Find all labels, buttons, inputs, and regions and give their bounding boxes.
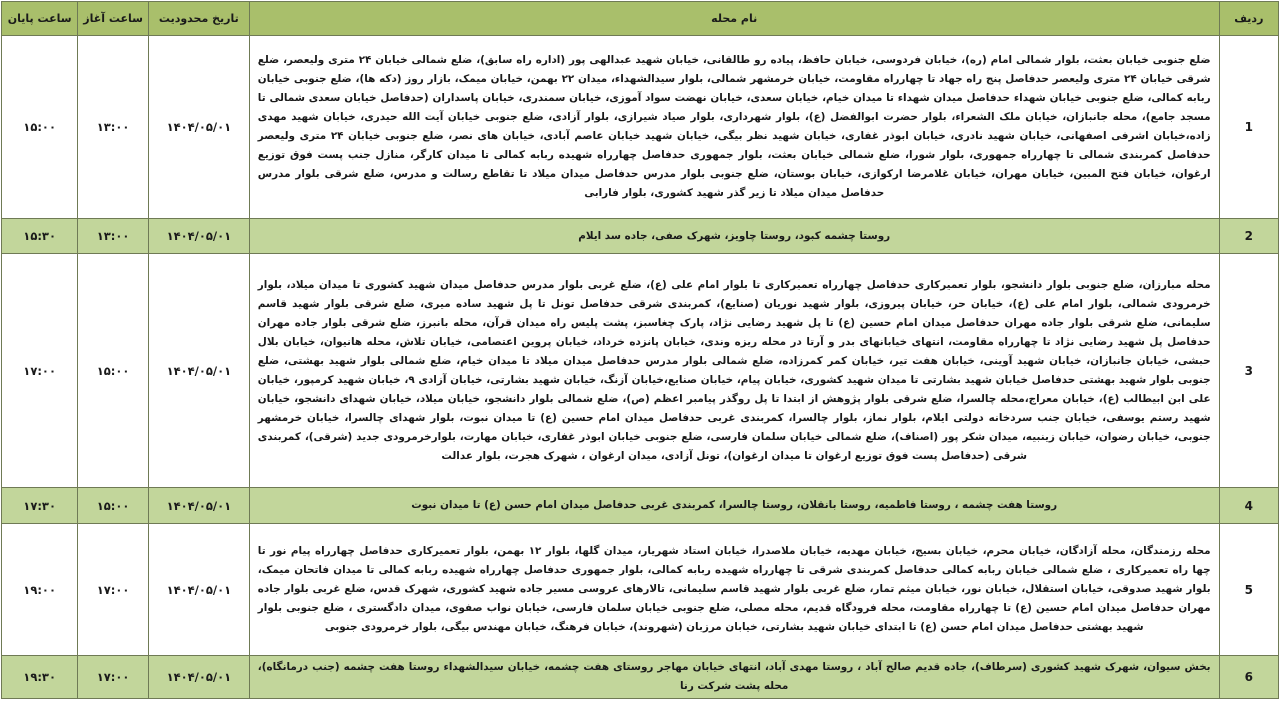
end-time: ۱۷:۳۰	[2, 488, 78, 524]
outage-date: ۱۴۰۴/۰۵/۰۱	[148, 524, 249, 656]
start-time: ۱۷:۰۰	[78, 656, 149, 699]
area-list: محله رزمندگان، محله آزادگان، خیابان محرم، خیابان بسیج، خیابان مهدیه، خیابان ملاصدرا، خیابان استاد شهریار، میدان گلها، بلوار ۱۲ بهمن، بلوار تعمیرکاری حدفاصل چهارراه پیام نور تا چها راه تعمیرکاری ، ضلع شمالی خیابان ربابه کمالی حدفاصل کمربندی شرقی تا چهارراه شهیده ربابه کمالی، بلوار جمهوری حدفاصل چهارراه شهیده ربابه کمالی تا میدان فاتحان میمک، بلوار شهید صدوقی، خیابان استقلال، خیابان نور، خیابان میثم تمار، ضلع غربی بلوار شهید قاسم سلیمانی، تالارهای عروسی مسیر جاده شهید کشوری، شهرک قدس، ضلع غربی بلوار جاده مهران حدفاصل میدان امام حسین (ع) تا چهارراه مقاومت، محله فرودگاه قدیم، محله مصلی، ضلع جنوبی خیابان سلمان فارسی، خیابان نواب صفوی، میدان دادگستری ، ضلع جنوبی بلوار شهید بهشتی حدفاصل میدان امام حسن (ع) تا ابتدای خیابان شهید بشارتی، خیابان مرزبان (شهروند)، خیابان فرهنگ، خیابان مهندس بیگی، بلوار خرمرودی جنوبی	[249, 524, 1219, 656]
start-time: ۱۵:۰۰	[78, 488, 149, 524]
row-number: 3	[1219, 254, 1278, 488]
end-time: ۱۹:۳۰	[2, 656, 78, 699]
start-time: ۱۳:۰۰	[78, 219, 149, 254]
header-end-time: ساعت پایان	[2, 2, 78, 36]
table-row	[2, 219, 1279, 254]
start-time: ۱۵:۰۰	[78, 254, 149, 488]
outage-schedule-table	[1, 1, 1279, 699]
area-list: روستا هفت چشمه ، روستا فاطمیه، روستا بانقلان، روستا چالسرا، کمربندی غربی حدفاصل میدان امام حسن (ع) تا میدان نبوت	[249, 488, 1219, 524]
row-number: 2	[1219, 219, 1278, 254]
outage-date: ۱۴۰۴/۰۵/۰۱	[148, 488, 249, 524]
end-time: ۱۹:۰۰	[2, 524, 78, 656]
table-row	[2, 488, 1279, 524]
area-list: بخش سیوان، شهرک شهید کشوری (سرطاف)، جاده قدیم صالح آباد ، روستا مهدی آباد، انتهای خیابان مهاجر روستای هفت چشمه، خیابان سیدالشهداء روستا هفت چشمه (جنب درمانگاه)، محله پشت شرکت رنا	[249, 656, 1219, 699]
area-list: روستا چشمه کبود، روستا چاویز، شهرک صفی، جاده سد ایلام	[249, 219, 1219, 254]
table-row	[2, 36, 1279, 219]
header-row-no: ردیف	[1219, 2, 1278, 36]
outage-date: ۱۴۰۴/۰۵/۰۱	[148, 656, 249, 699]
row-number: 5	[1219, 524, 1278, 656]
table-row	[2, 656, 1279, 699]
area-list: محله مبارزان، ضلع جنوبی بلوار دانشجو، بلوار تعمیرکاری حدفاصل چهارراه تعمیرکاری تا بلوار امام علی (ع)، ضلع غربی بلوار مدرس حدفاصل میدان شهید کشوری تا میدان میلاد، بلوار خرمرودی شمالی، بلوار امام علی (ع)، خیابان حر، خیابان پیروزی، بلوار شهید نوریان (صنایع)، کمربندی شرقی حدفاصل تونل تا پل شهید ساده میری، ضلع شرقی بلوار شهید قاسم سلیمانی، ضلع شرقی بلوار جاده مهران حدفاصل میدان امام حسین (ع) تا پل شهید رضایی نژاد، پارک چغاسبز، پشت پلیس راه میدان قرآن، محله بانبرز، ضلع شرقی بلوار جاده مهران حدفاصل پل شهید رضایی نژاد تا چهارراه مقاومت، انتهای خیابانهای بدر و آرتا در محله ریزه وندی، خیابان پانزده خرداد، خیابان پروین اعتصامی، خیابان تلاش، محله هانیوان، خیابان بلال حبشی، خیابان جانبازان، خیابان شهید آوینی، خیابان هفت تیر، خیابان کمر کمرزاده، ضلع شمالی بلوار مدرس حدفاصل میدان میلاد تا میدان خیام، ضلع شمالی بلوار شهید بهشتی، ضلع جنوبی بلوار شهید بهشتی حدفاصل خیابان شهید بشارتی تا میدان شهید کشوری، خیابان پیام، خیابان صنایع،خیابان آزنگ، خیابان شهید بشارتی، خیابان آزادی ۹، خیابان شهید کرمپور، خیابان علی ابن ابیطالب (ع)، خیابان معراج،محله چالسرا، ضلع شرقی بلوار پژوهش از ابتدا تا پل روگذر پیامبر اعظم (ص)، ضلع شمالی بلوار دانشجو، خیابان میلاد، خیابان شهدای دانشجو، خیابان شهید رستم یوسفی، خیابان جنب سردخانه دولتی ایلام، بلوار نماز، بلوار چالسرا، کمربندی غربی حدفاصل میدان امام حسین (ع) تا میدان نبوت، بلوار شهدای چالسرا، خیابان خرمشهر جنوبی، خیابان رضوان، خیابان زینبیه، میدان شکر پور (اصناف)، ضلع شمالی خیابان سلمان فارسی، ضلع جنوبی خیابان ابوذر غفاری، خیابان مهارت، بلوارخرمرودی جدید (شرقی)، کمربندی شرقی (حدفاصل پست فوق توزیع ارغوان تا میدان ارغوان)، تونل آزادی، میدان ارغوان ، شهرک هجرت، بلوار عدالت	[249, 254, 1219, 488]
start-time: ۱۷:۰۰	[78, 524, 149, 656]
outage-date: ۱۴۰۴/۰۵/۰۱	[148, 254, 249, 488]
row-number: 6	[1219, 656, 1278, 699]
table-row	[2, 254, 1279, 488]
end-time: ۱۵:۳۰	[2, 219, 78, 254]
outage-date: ۱۴۰۴/۰۵/۰۱	[148, 36, 249, 219]
area-list: ضلع جنوبی خیابان بعثت، بلوار شمالی امام (ره)، خیابان فردوسی، خیابان حافظ، پیاده رو طالقانی، خیابان شهید عبدالهی پور (اداره راه سابق)، ضلع شمالی خیابان ۲۴ متری ولیعصر، ضلع شرقی خیابان ۲۴ متری ولیعصر حدفاصل پنج راه جهاد تا چهارراه مقاومت، خیابان خرمشهر شمالی، بلوار سیدالشهداء، میدان ۲۲ بهمن، خیابان میمک، بازار روز (دکه ها)، ضلع جنوبی خیابان ربابه کمالی، ضلع جنوبی خیابان شهداء حدفاصل میدان شهداء تا میدان خیام، خیابان سعدی، خیابان نهضت سواد آموزی، خیابان سمندری، خیابان پاسداران (حدفاصل خیابان سعدی شمالی تا مسجد جامع)، محله جانبازان، خیابان ملک الشعراء، بلوار حضرت ابوالفضل (ع)، بلوار شهرداری، بلوار صیاد شیرازی، بلوار آزادی، ضلع جنوبی خیابان آیت الله حیدری، خیابان شهید مهدی زاده،خیابان اشرفی اصفهانی، خیابان شهید نادری، خیابان ابوذر غفاری، خیابان شهید نظر بیگی، خیابان شهید خیابان عاصم آبادی، خیابان های نصر، ضلع جنوبی خیابان ۲۴ متری ولیعصر حدفاصل کمربندی شمالی تا چهارراه جمهوری، بلوار شورا، ضلع شمالی خیابان بعثت، بلوار جمهوری حدفاصل چهارراه شهیده ربابه کمالی تا میدان کارگر، منازل جنب پست فوق توزیع ارغوان، خیابان فتح المبین، خیابان مهران، خیابان غلامرضا ارکوازی، خیابان بوستان، ضلع جنوبی بلوار مدرس حدفاصل میدان میلاد تا تقاطع رسالت و مدرس، ضلع شرقی بلوار مدرس حدفاصل میدان میلاد تا زیر گذر شهید کشوری، بلوار فارابی	[249, 36, 1219, 219]
table-row	[2, 524, 1279, 656]
row-number: 4	[1219, 488, 1278, 524]
start-time: ۱۳:۰۰	[78, 36, 149, 219]
header-area-name: نام محله	[249, 2, 1219, 36]
header-start-time: ساعت آغاز	[78, 2, 149, 36]
end-time: ۱۵:۰۰	[2, 36, 78, 219]
end-time: ۱۷:۰۰	[2, 254, 78, 488]
table-header-row	[2, 2, 1279, 36]
row-number: 1	[1219, 36, 1278, 219]
outage-date: ۱۴۰۴/۰۵/۰۱	[148, 219, 249, 254]
header-outage-date: تاریخ محدودیت	[148, 2, 249, 36]
